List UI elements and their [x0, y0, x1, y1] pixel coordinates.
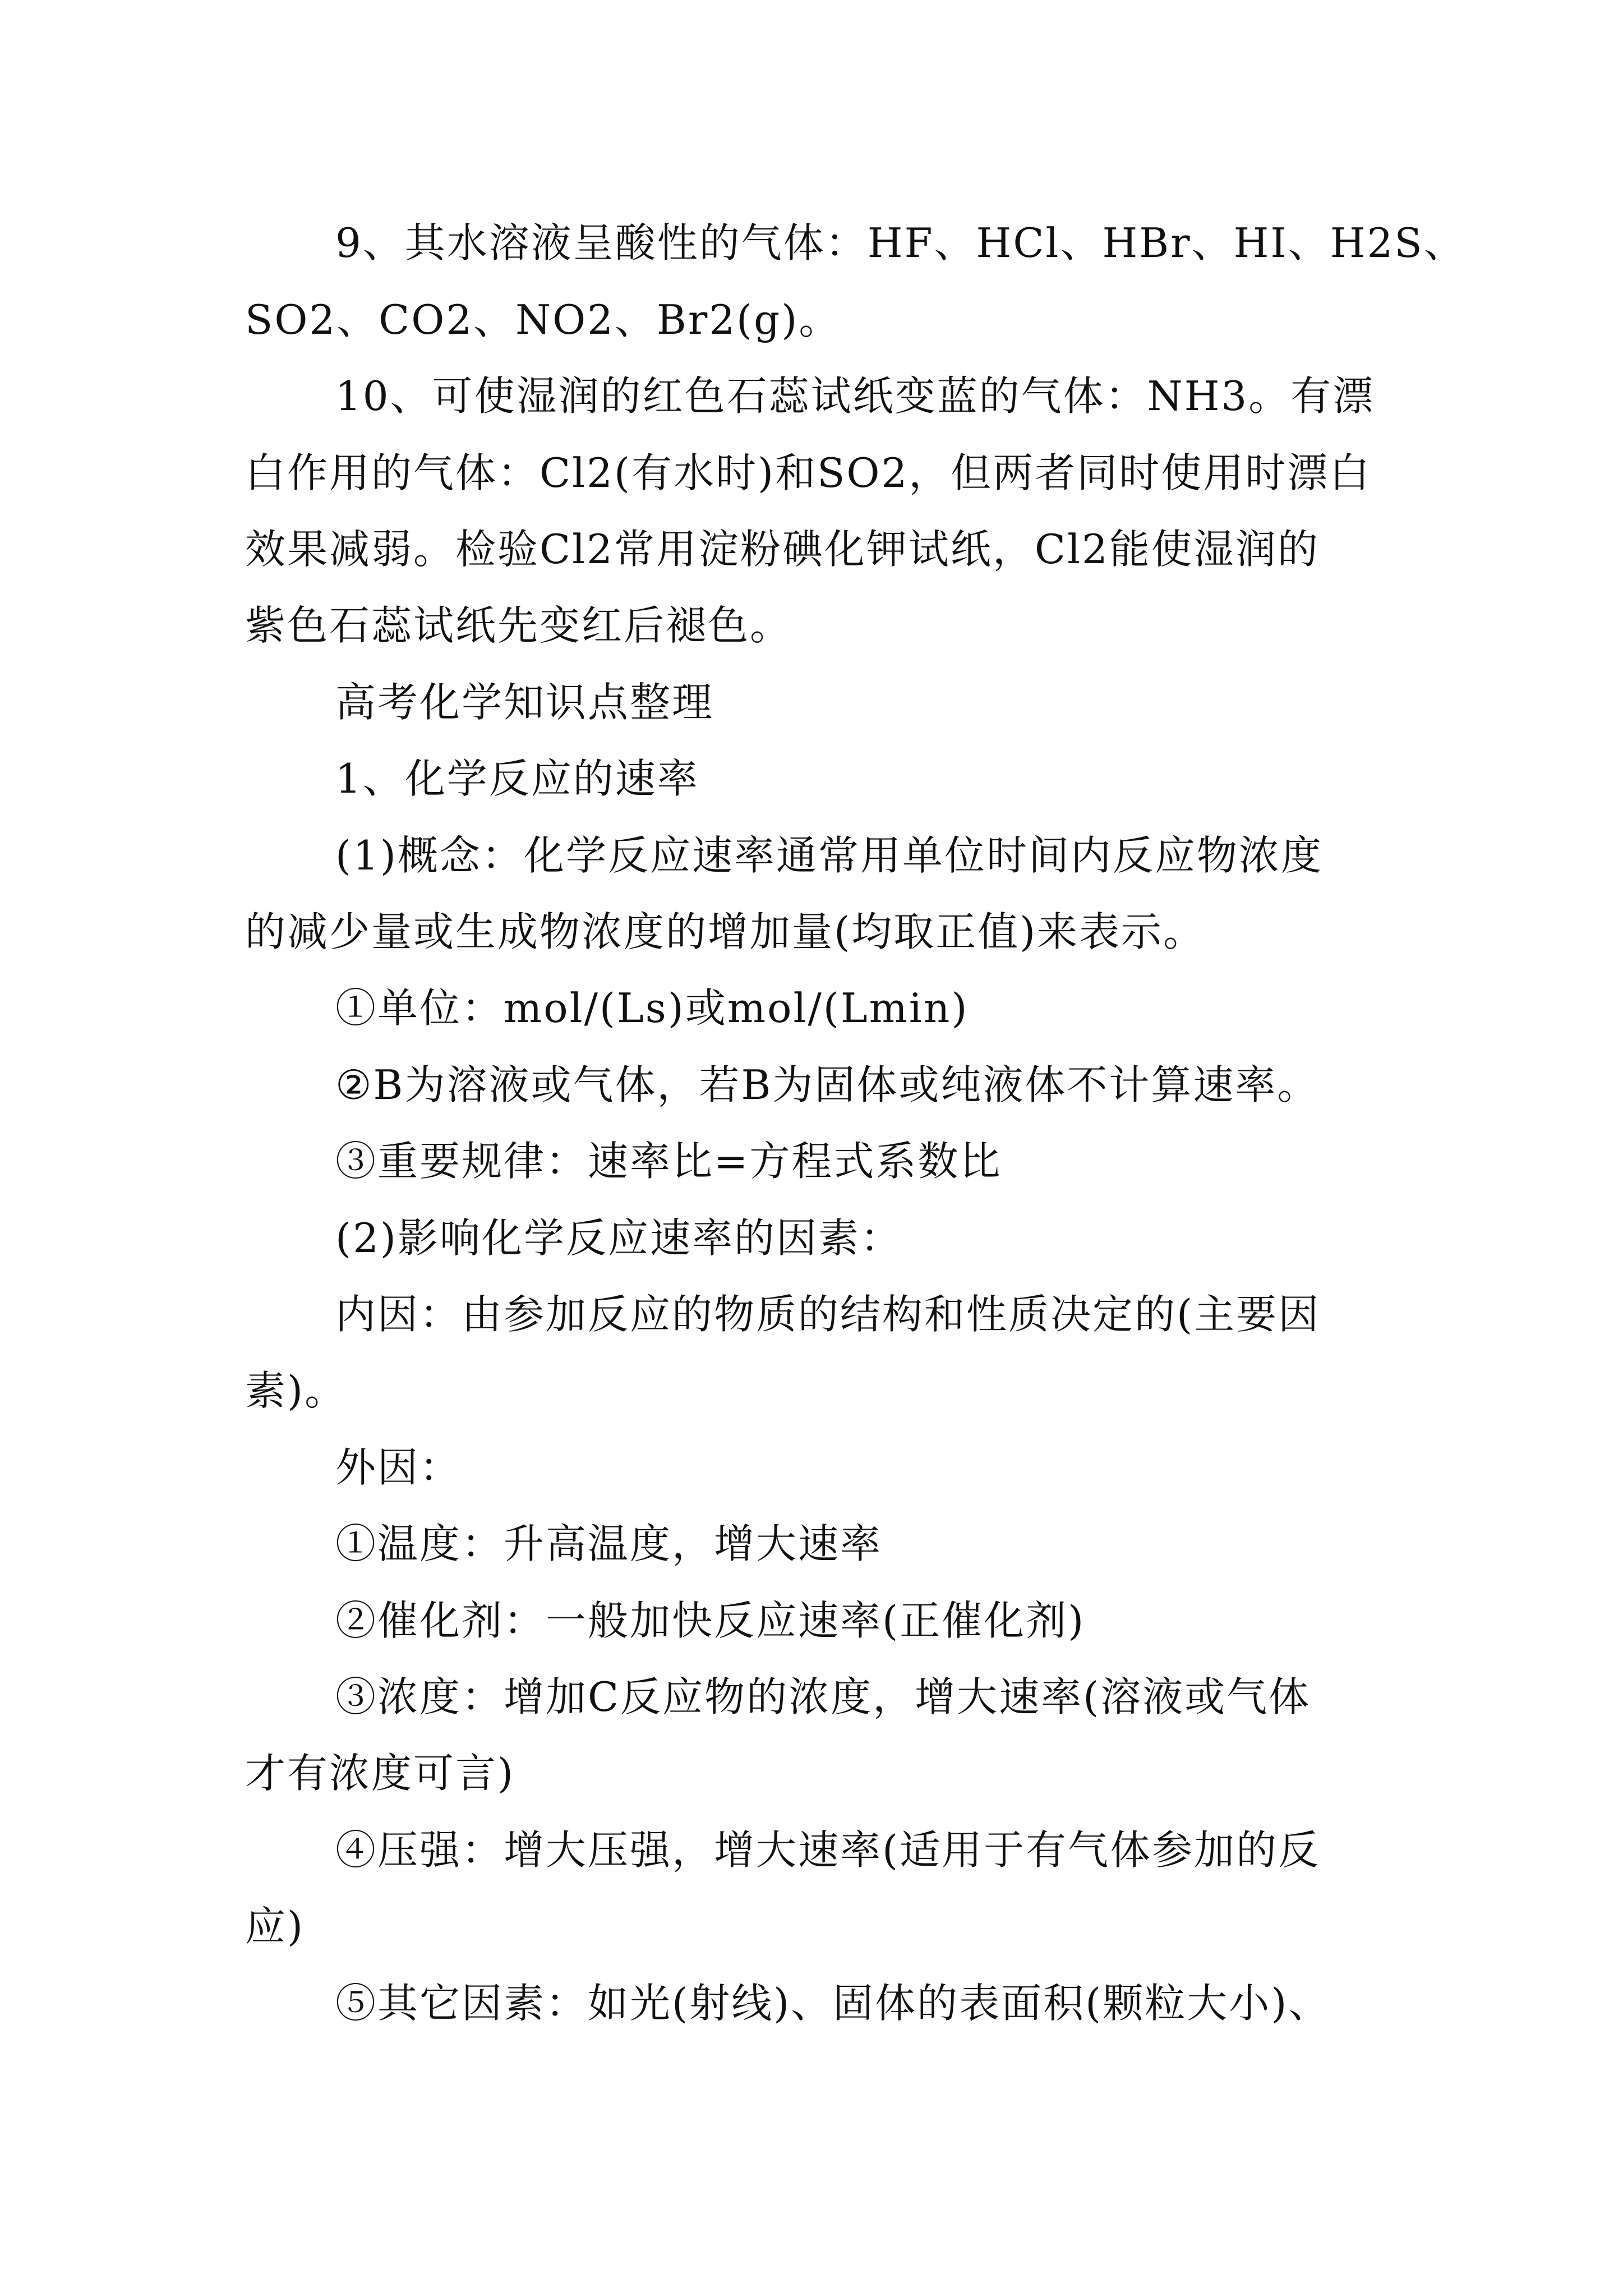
text-line: ③浓度：增加C反应物的浓度，增大速率(溶液或气体 [335, 1673, 1311, 1720]
text-line: 白作用的气体：Cl2(有水时)和SO2，但两者同时使用时漂白 [245, 449, 1372, 496]
subsection-heading: 1、化学反应的速率 [335, 755, 699, 802]
text-line: ①单位：mol/(Ls)或mol/(Lmin) [335, 984, 969, 1032]
text-line: ②催化剂：一般加快反应速率(正催化剂) [335, 1597, 1086, 1644]
text-line: ④压强：增大压强，增大速率(适用于有气体参加的反 [335, 1826, 1321, 1874]
text-line: 9、其水溶液呈酸性的气体：HF、HCl、HBr、HI、H2S、 [335, 219, 1466, 266]
text-line: 10、可使湿润的红色石蕊试纸变蓝的气体：NH3。有漂 [335, 372, 1375, 420]
text-line: ②B为溶液或气体，若B为固体或纯液体不计算速率。 [335, 1061, 1320, 1108]
text-line: ③重要规律：速率比=方程式系数比 [335, 1138, 1002, 1185]
text-line: 内因：由参加反应的物质的结构和性质决定的(主要因 [335, 1291, 1321, 1338]
section-heading: 高考化学知识点整理 [335, 679, 714, 726]
text-line: 才有浓度可言) [245, 1750, 515, 1797]
text-line: 紫色石蕊试纸先变红后褪色。 [245, 602, 792, 649]
text-line: 应) [245, 1903, 305, 1950]
text-line: (2)影响化学反应速率的因素： [335, 1214, 902, 1262]
text-line: SO2、CO2、NO2、Br2(g)。 [245, 296, 841, 343]
text-line: ⑤其它因素：如光(射线)、固体的表面积(颗粒大小)、 [335, 1980, 1331, 2027]
text-line: 外因： [335, 1444, 462, 1491]
text-line: 素)。 [245, 1367, 347, 1414]
text-line: 效果减弱。检验Cl2常用淀粉碘化钾试纸，Cl2能使湿润的 [245, 526, 1320, 573]
text-line: (1)概念：化学反应速率通常用单位时间内反应物浓度 [335, 832, 1323, 879]
text-line: ①温度：升高温度，增大速率 [335, 1520, 883, 1567]
text-line: 的减少量或生成物浓度的增加量(均取正值)来表示。 [245, 908, 1206, 955]
